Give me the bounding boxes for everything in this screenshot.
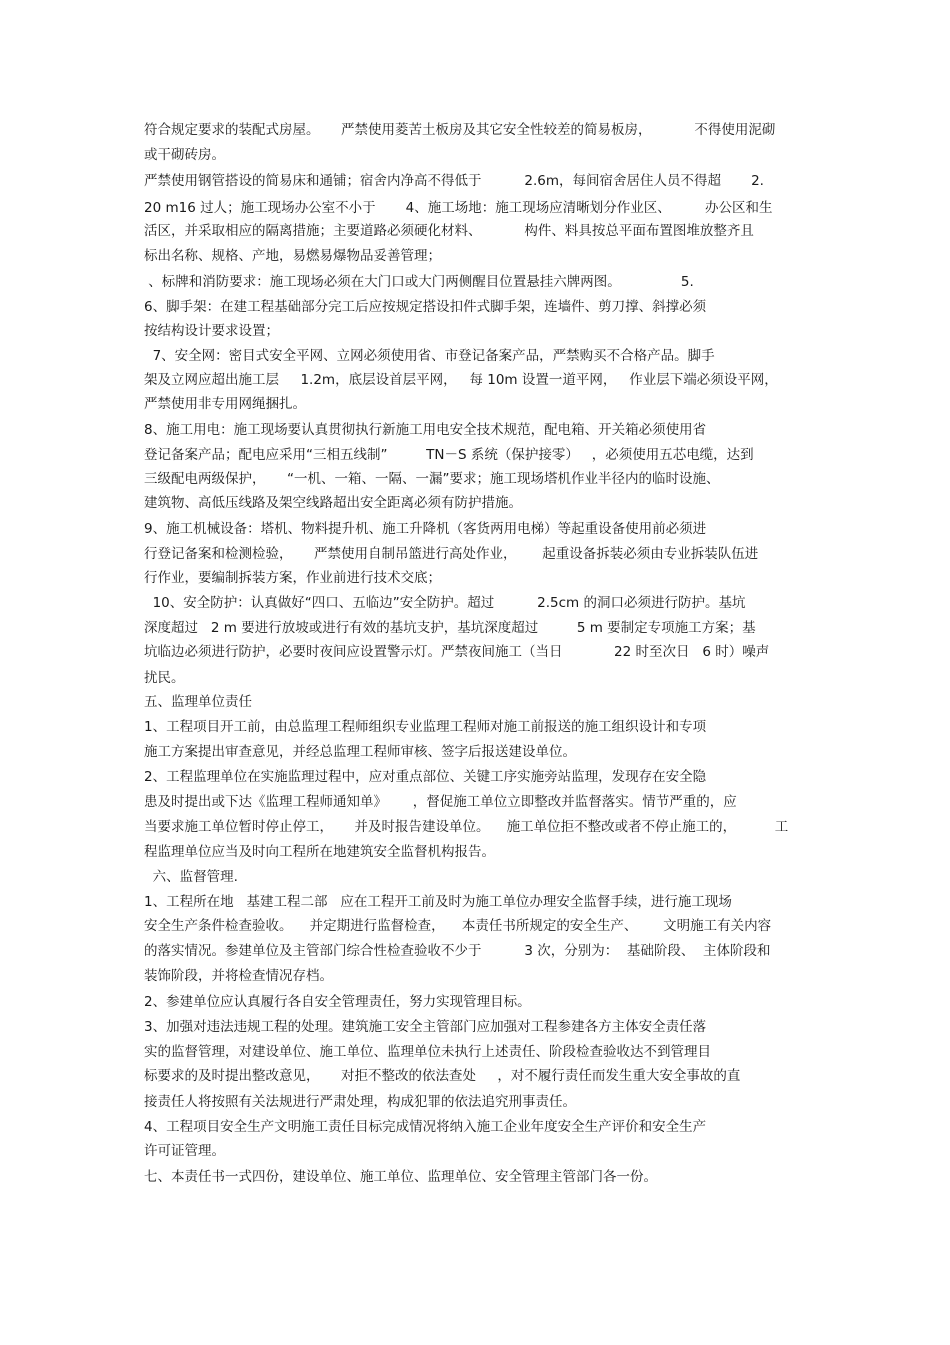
text-line: 或干砌砖房。 — [144, 147, 225, 163]
text-line: 程监理单位应当及时向工程所在地建筑安全监督机构报告。 — [144, 844, 495, 860]
text-line: 装饰阶段，并将检查情况存档。 — [144, 968, 333, 984]
text-line: 严禁使用钢管搭设的简易床和通铺；宿舍内净高不得低于 2.6m，每间宿舍居住人员不得超 2. — [144, 173, 764, 189]
text-line: 2、工程监理单位在实施监理过程中，应对重点部位、关键工序实施旁站监理，发现存在安全隐 — [144, 769, 707, 785]
text-line: 9、施工机械设备：塔机、物料提升机、施工升降机（客货两用电梯）等起重设备使用前必须进 — [144, 521, 707, 537]
text-line: 6、脚手架：在建工程基础部分完工后应按规定搭设扣件式脚手架，连墙件、剪刀撑、斜撑必须 — [144, 299, 707, 315]
text-line: 1、工程项目开工前，由总监理工程师组织专业监理工程师对施工前报送的施工组织设计和专项 — [144, 719, 707, 735]
text-line: 的落实情况。参建单位及主管部门综合性检查验收不少于 3 次，分别为： 基础阶段、 主体阶段和 — [144, 943, 771, 959]
text-line: 7、安全网：密目式安全平网、立网必须使用省、市登记备案产品，严禁购买不合格产品。脚手 — [144, 348, 715, 364]
section-heading: 五、监理单位责任 — [144, 694, 252, 710]
text-line: 施工方案提出审查意见，并经总监理工程师审核、签字后报送建设单位。 — [144, 744, 576, 760]
text-line: 许可证管理。 — [144, 1143, 225, 1159]
text-line: 标要求的及时提出整改意见， 对拒不整改的依法查处 ，对不履行责任而发生重大安全事故的直 — [144, 1068, 741, 1084]
text-line: 当要求施工单位暂时停止停工， 并及时报告建设单位。 施工单位拒不整改或者不停止施工的， 工 — [144, 819, 789, 835]
text-line: 20 m16 过人；施工现场办公室不小于 4、施工场地：施工现场应清晰划分作业区、 办公区和生 — [144, 200, 773, 216]
text-line: 3、加强对违法违规工程的处理。建筑施工安全主管部门应加强对工程参建各方主体安全责任落 — [144, 1019, 707, 1035]
text-line: 2、参建单位应认真履行各自安全管理责任，努力实现管理目标。 — [144, 994, 531, 1010]
text-line: 接责任人将按照有关法规进行严肃处理，构成犯罪的依法追究刑事责任。 — [144, 1094, 576, 1110]
text-line: 按结构设计要求设置； — [144, 323, 279, 339]
text-line: 、标牌和消防要求：施工现场必须在大门口或大门两侧醒目位置悬挂六牌两图。 5. — [144, 274, 694, 290]
text-line: 10、安全防护：认真做好“四口、五临边”安全防护。超过 2.5cm 的洞口必须进行防护。基坑 — [144, 595, 746, 611]
text-line: 扰民。 — [144, 670, 185, 686]
text-line: 标出名称、规格、产地，易燃易爆物品妥善管理； — [144, 248, 441, 264]
text-line: 坑临边必须进行防护，必要时夜间应设置警示灯。严禁夜间施工（当日 22 时至次日 6 时）噪声 — [144, 644, 770, 660]
text-line: 七、本责任书一式四份，建设单位、施工单位、监理单位、安全管理主管部门各一份。 — [144, 1169, 657, 1185]
text-line: 建筑物、高低压线路及架空线路超出安全距离必须有防护措施。 — [144, 495, 522, 511]
text-line: 4、工程项目安全生产文明施工责任目标完成情况将纳入施工企业年度安全生产评价和安全生产 — [144, 1119, 707, 1135]
text-line: 符合规定要求的装配式房屋。 严禁使用菱苦土板房及其它安全性较差的简易板房， 不得使用泥砌 — [144, 122, 776, 138]
text-line: 行登记备案和检测检验， 严禁使用自制吊篮进行高处作业， 起重设备拆装必须由专业拆装队伍进 — [144, 546, 759, 562]
text-line: 实的监督管理，对建设单位、施工单位、监理单位未执行上述责任、阶段检查验收达不到管理目 — [144, 1044, 711, 1060]
text-line: 架及立网应超出施工层 1.2m，底层设首层平网， 每 10m 设置一道平网， 作业层下端必须设平网， — [144, 372, 778, 388]
text-line: 深度超过 2 m 要进行放坡或进行有效的基坑支护，基坑深度超过 5 m 要制定专项施工方案；基 — [144, 620, 756, 636]
text-line: 患及时提出或下达《监理工程师通知单》 ，督促施工单位立即整改并监督落实。情节严重的，应 — [144, 794, 737, 810]
text-line: 安全生产条件检查验收。 并定期进行监督检查， 本责任书所规定的安全生产、 文明施工有关内容 — [144, 918, 772, 934]
text-line: 8、施工用电：施工现场要认真贯彻执行新施工用电安全技术规范，配电箱、开关箱必须使用省 — [144, 422, 707, 438]
text-line: 登记备案产品；配电应采用“三相五线制” TN－S 系统（保护接零） ，必须使用五芯电缆，达到 — [144, 447, 754, 463]
text-line: 行作业，要编制拆装方案，作业前进行技术交底； — [144, 570, 441, 586]
text-line: 活区，并采取相应的隔离措施；主要道路必须硬化材料、 构件、料具按总平面布置图堆放整齐且 — [144, 223, 754, 239]
section-heading: 六、监督管理. — [144, 869, 238, 885]
text-line: 严禁使用非专用网绳捆扎。 — [144, 396, 306, 412]
text-line: 1、工程所在地 基建工程二部 应在工程开工前及时为施工单位办理安全监督手续，进行施工现场 — [144, 894, 732, 910]
text-line: 三级配电两级保护， “一机、一箱、一隔、一漏”要求；施工现场塔机作业半径内的临时设施、 — [144, 471, 720, 487]
